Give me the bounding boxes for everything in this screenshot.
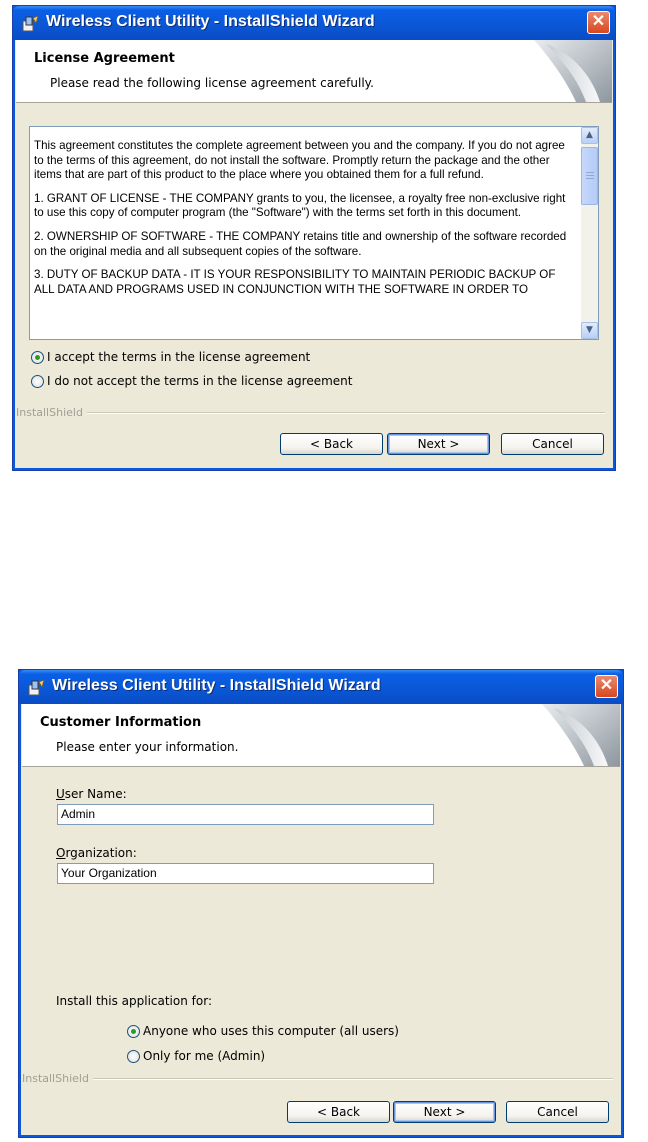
title-bar[interactable] <box>19 670 623 704</box>
divider <box>87 412 605 414</box>
vertical-scrollbar[interactable] <box>581 127 598 339</box>
customer-information-dialog <box>18 669 624 1138</box>
cancel-button[interactable]: Cancel <box>506 1101 609 1123</box>
all-users-label: Anyone who uses this computer (all users) <box>143 1024 399 1038</box>
license-paragraph: 2. OWNERSHIP OF SOFTWARE - THE COMPANY retains title and ownership of the software recorded on the original media and all subsequent copies of the software. <box>34 229 567 258</box>
radio-button[interactable] <box>31 375 44 388</box>
title-bar[interactable] <box>13 6 615 40</box>
organization-label: Organization: <box>56 846 137 860</box>
all-users-option[interactable] <box>127 1024 399 1038</box>
window-title: Wireless Client Utility - InstallShield Wizard <box>52 677 381 694</box>
radio-button[interactable] <box>127 1050 140 1063</box>
installer-icon <box>28 679 45 696</box>
brand-label: InstallShield <box>22 1072 89 1085</box>
installer-icon <box>22 15 39 32</box>
wizard-header <box>16 40 612 103</box>
decline-terms-option[interactable] <box>31 374 353 388</box>
user-name-label: User Name: <box>56 787 127 801</box>
license-text <box>34 139 574 306</box>
accept-terms-option[interactable] <box>31 350 310 364</box>
next-button[interactable]: Next > <box>387 433 490 455</box>
license-text-box[interactable] <box>29 126 599 340</box>
accept-terms-label: I accept the terms in the license agreement <box>47 350 311 364</box>
scroll-up-arrow-icon[interactable]: ▲ <box>581 127 598 144</box>
page-subtitle: Please read the following license agreement carefully. <box>50 76 374 90</box>
scroll-down-arrow-icon[interactable]: ▼ <box>581 322 598 339</box>
page-title: License Agreement <box>34 51 175 66</box>
back-button[interactable]: < Back <box>287 1101 390 1123</box>
scrollbar-thumb[interactable] <box>581 147 598 205</box>
only-me-option[interactable] <box>127 1049 265 1063</box>
license-paragraph: 3. DUTY OF BACKUP DATA - IT IS YOUR RESPONSIBILITY TO MAINTAIN PERIODIC BACKUP OF ALL DATA AND PROGRAMS USED IN CONJUNCTION WITH THE SOFTWARE IN ORDER TO <box>34 268 556 296</box>
user-name-input[interactable]: Admin <box>57 804 434 825</box>
window-title: Wireless Client Utility - InstallShield Wizard <box>46 13 375 30</box>
radio-button-checked[interactable] <box>31 351 44 364</box>
page-curl-graphic <box>516 40 612 102</box>
decline-terms-label: I do not accept the terms in the license agreement <box>47 374 353 388</box>
divider <box>93 1078 613 1080</box>
page-title: Customer Information <box>40 715 202 730</box>
license-agreement-dialog <box>12 5 616 471</box>
close-icon[interactable]: ✕ <box>587 11 610 34</box>
next-button[interactable]: Next > <box>393 1101 496 1123</box>
license-paragraph: 1. GRANT OF LICENSE - THE COMPANY grants to you, the licensee, a royalty free non-exclusive right to use this copy of computer program (the "Software") with the terms set forth in this document. <box>34 191 566 220</box>
organization-input[interactable]: Your Organization <box>57 863 434 884</box>
page-curl-graphic <box>524 704 620 766</box>
close-icon[interactable]: ✕ <box>595 675 618 698</box>
license-paragraph: This agreement constitutes the complete agreement between you and the company. If you do not agree to the terms of this agreement, do not install the software. Promptly return the package and the other items that are part of this product to the place where you obtained them for a full refund. <box>34 139 565 182</box>
install-for-label: Install this application for: <box>56 994 212 1008</box>
installshield-brand-line <box>16 406 605 419</box>
back-button[interactable]: < Back <box>280 433 383 455</box>
installshield-brand-line <box>22 1072 613 1085</box>
only-me-label: Only for me (Admin) <box>143 1049 266 1063</box>
cancel-button[interactable]: Cancel <box>501 433 604 455</box>
wizard-header <box>22 704 620 767</box>
page-subtitle: Please enter your information. <box>56 740 239 754</box>
brand-label: InstallShield <box>16 406 83 419</box>
radio-button-checked[interactable] <box>127 1025 140 1038</box>
